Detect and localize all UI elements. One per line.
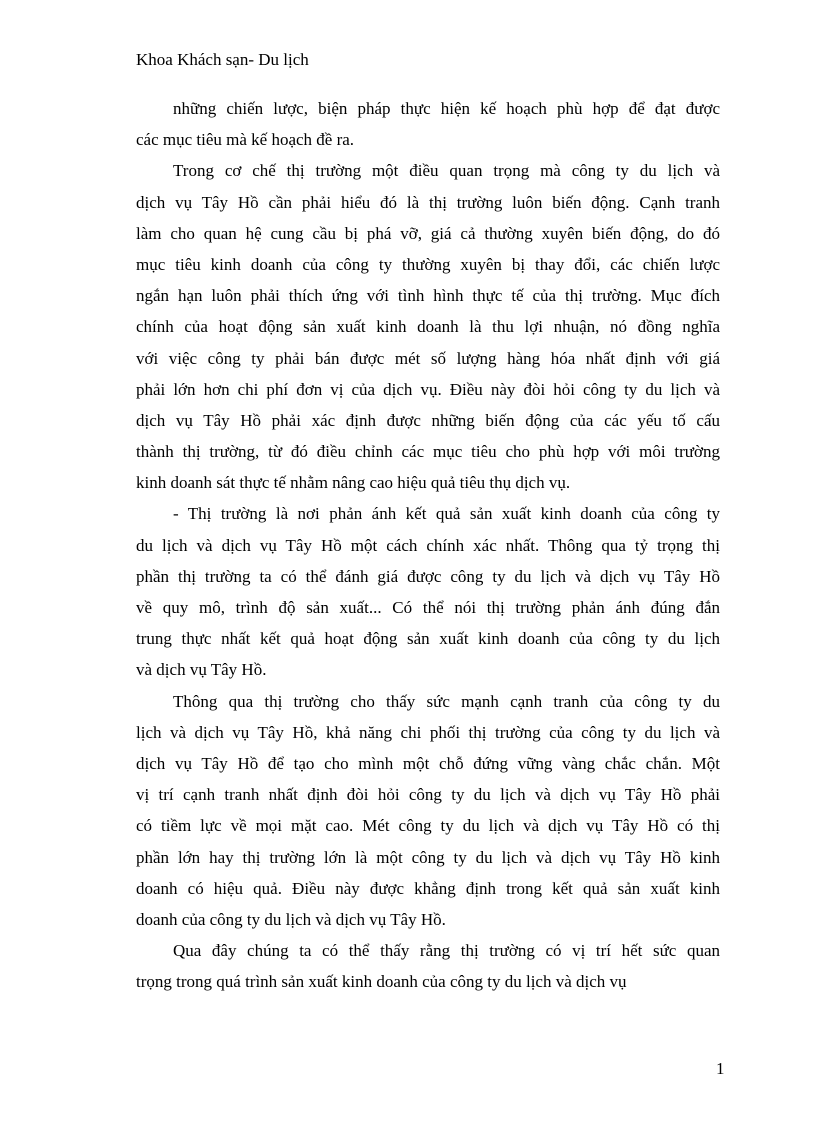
text-line: dịch vụ Tây Hồ phải xác định được những biến động của các yếu tố cấu [136, 410, 720, 430]
text-line: những chiến lược, biện pháp thực hiện kế hoạch phù hợp để đạt được [173, 99, 720, 118]
text-line: và dịch vụ Tây Hồ. [136, 660, 267, 680]
page-number: 1 [716, 1059, 725, 1078]
text-line: có tiềm lực về mọi mặt cao. Mét công ty du lịch và dịch vụ Tây Hồ có thị [136, 816, 720, 836]
text-line: với việc công ty phải bán được mét số lượng hàng hóa nhất định với giá [136, 348, 720, 368]
text-line: du lịch và dịch vụ Tây Hồ một cách chính xác nhất. Thông qua tỷ trọng thị [136, 535, 720, 555]
text-line: các mục tiêu mà kế hoạch đề ra. [136, 130, 355, 150]
text-line: Thông qua thị trường cho thấy sức mạnh cạnh tranh của công ty du [173, 691, 720, 711]
text-line: ngắn hạn luôn phải thích ứng với tình hình thực tế của thị trường. Mục đích [136, 286, 720, 306]
text-line: doanh có hiệu quả. Điều này được khẳng định trong kết quả sản xuất kinh [136, 878, 720, 898]
text-line: phần thị trường ta có thể đánh giá được công ty du lịch và dịch vụ Tây Hồ [136, 566, 720, 586]
text-line: trung thực nhất kết quả hoạt động sản xuất kinh doanh của công ty du lịch [136, 629, 720, 649]
text-line: trọng trong quá trình sản xuất kinh doanh của công ty du lịch và dịch vụ [136, 972, 627, 992]
text-line: thành thị trường, từ đó điều chỉnh các mục tiêu cho phù hợp với môi trường [136, 442, 720, 462]
text-line: chính của hoạt động sản xuất kinh doanh là thu lợi nhuận, nó đồng nghĩa [136, 317, 720, 337]
text-line: dịch vụ Tây Hồ cần phải hiểu đó là thị trường luôn biến động. Cạnh tranh [136, 192, 720, 212]
text-line: Trong cơ chế thị trường một điều quan trọng mà công ty du lịch và [173, 161, 720, 181]
text-line: mục tiêu kinh doanh của công ty thường xuyên bị thay đổi, các chiến lược [136, 254, 720, 274]
text-line: - Thị trường là nơi phản ánh kết quả sản xuất kinh doanh của công ty [173, 504, 720, 524]
text-line: phần lớn hay thị trường lớn là một công ty du lịch và dịch vụ Tây Hồ kinh [136, 847, 720, 867]
text-line: về quy mô, trình độ sản xuất... Có thể nói thị trường phản ánh đúng đắn [136, 598, 720, 617]
text-line: Qua đây chúng ta có thể thấy rằng thị trường có vị trí hết sức quan [173, 941, 720, 961]
text-line: phải lớn hơn chi phí đơn vị của dịch vụ. Điều này đòi hỏi công ty du lịch và [136, 379, 720, 399]
text-line: kinh doanh sát thực tế nhằm nâng cao hiệu quả tiêu thụ dịch vụ. [136, 473, 571, 493]
text-line: dịch vụ Tây Hồ để tạo cho mình một chỗ đứng vững vàng chắc chắn. Một [136, 753, 720, 773]
text-line: doanh của công ty du lịch và dịch vụ Tây Hồ. [136, 909, 446, 929]
text-line: vị trí cạnh tranh nhất định đòi hỏi công ty du lịch và dịch vụ Tây Hồ phải [136, 785, 720, 805]
text-line: làm cho quan hệ cung cầu bị phá vỡ, giá cả thường xuyên biến động, do đó [136, 223, 720, 243]
text-line: lịch và dịch vụ Tây Hồ, khả năng chi phối thị trường của công ty du lịch và [136, 722, 720, 742]
body-text [136, 93, 720, 997]
page-header: Khoa Khách sạn- Du lịch [136, 50, 309, 69]
